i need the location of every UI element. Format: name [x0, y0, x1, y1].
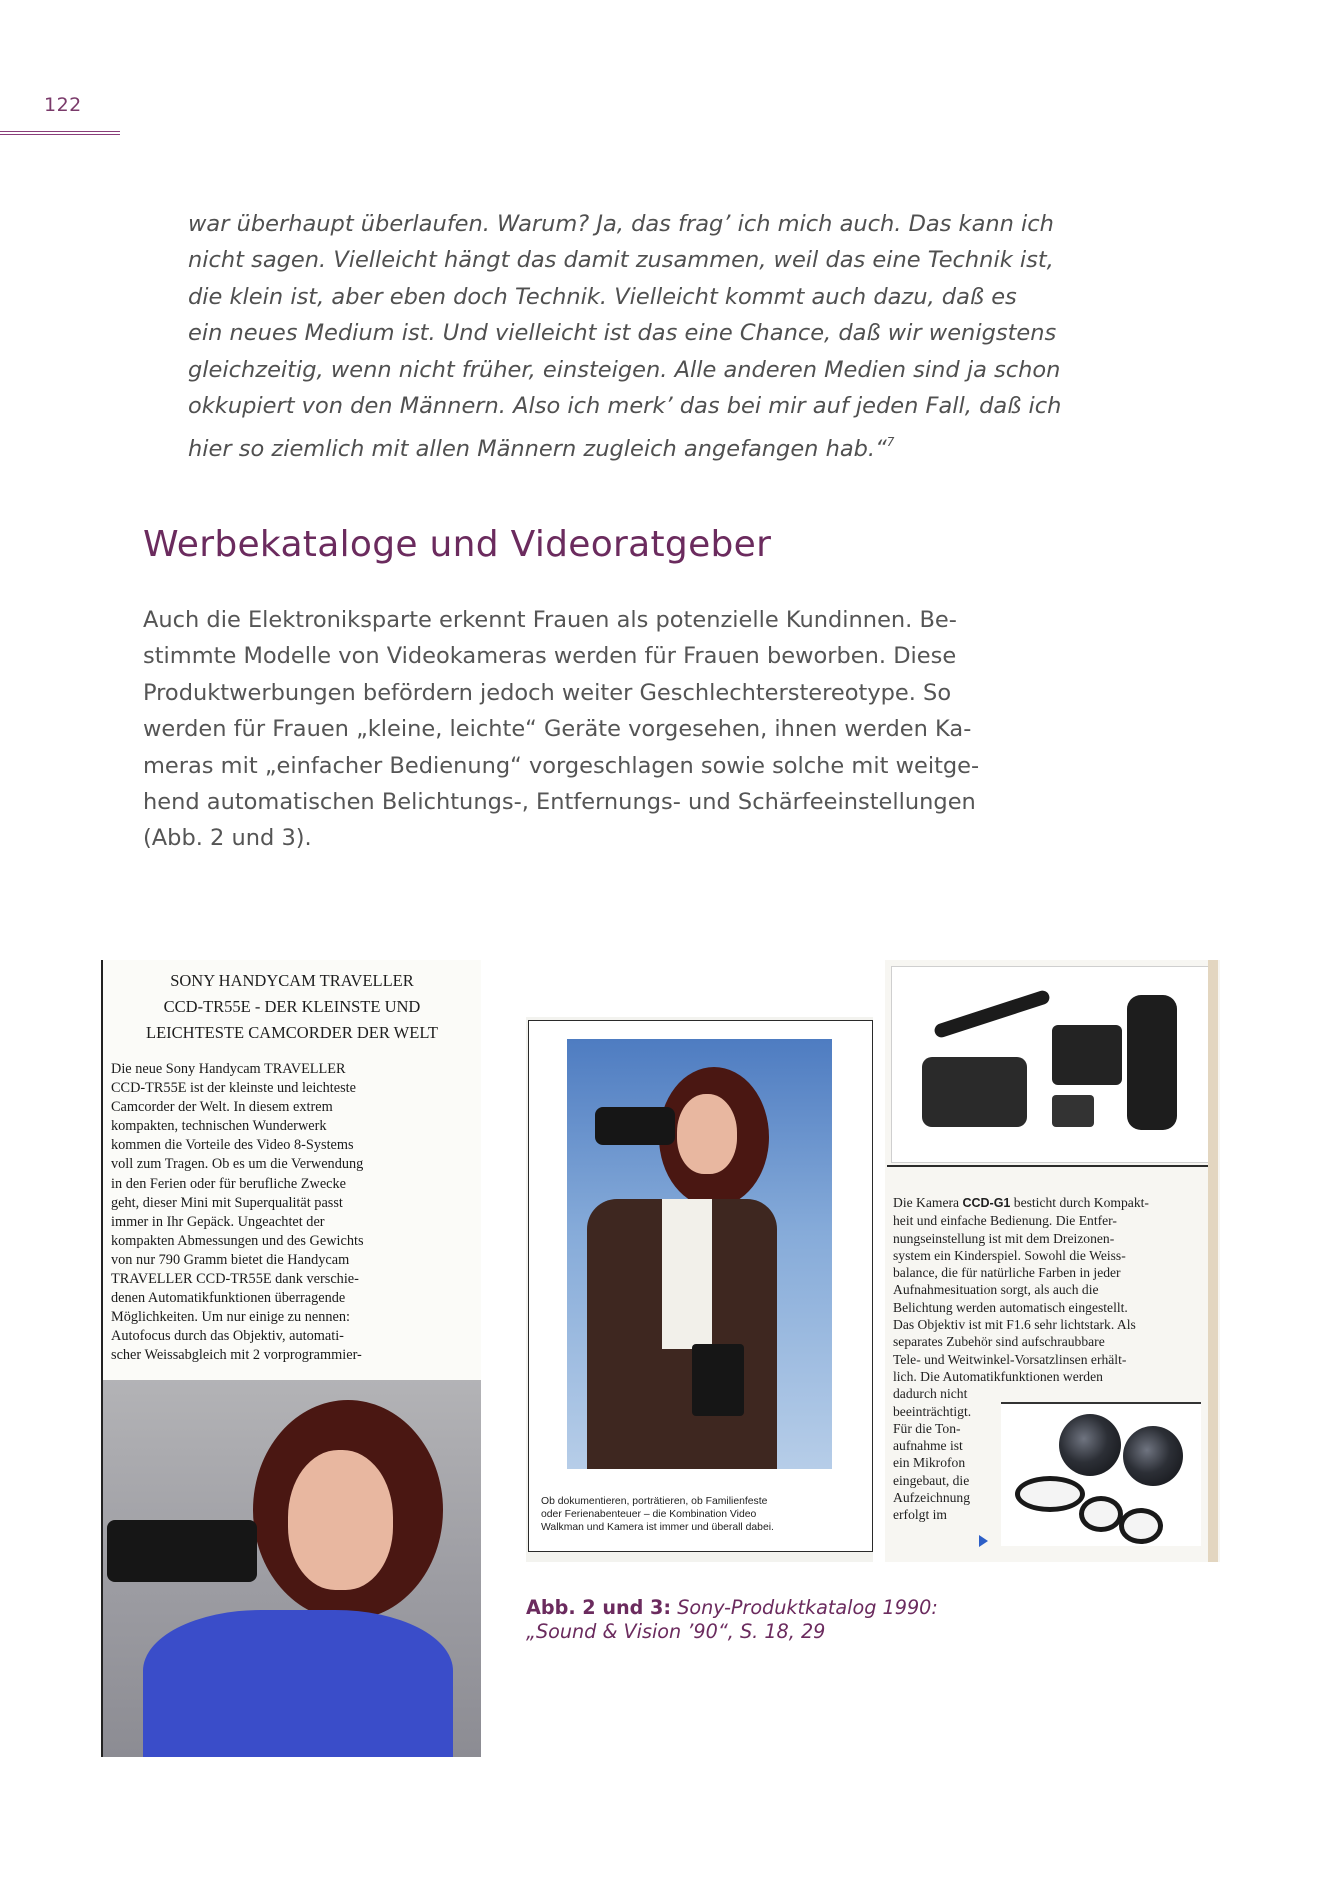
catalog-right-text-line: Das Objektiv ist mit F1.6 sehr lichtstark. Als	[893, 1317, 1136, 1333]
middle-caption-line: Walkman und Kamera ist immer und überall dabei.	[541, 1522, 774, 1533]
wide-lens-icon	[1123, 1426, 1183, 1486]
catalog-right-text-line: ein Mikrofon	[893, 1455, 966, 1471]
figure-caption-line-1	[526, 1596, 1046, 1620]
catalog-left-text-line: kompakten Abmessungen und des Gewichts	[111, 1232, 364, 1249]
tele-lens-icon	[1059, 1414, 1121, 1476]
catalog-right-text-line: aufnahme ist	[893, 1438, 963, 1454]
catalog-right-text-line: balance, die für natürliche Farben in jeder	[893, 1265, 1121, 1281]
catalog-left-title	[115, 968, 469, 1046]
quote-line: nicht sagen. Vielleicht hängt das damit zusammen, weil das eine Technik ist,	[188, 247, 1054, 274]
middle-caption-line: oder Ferienabenteuer – die Kombination Video	[541, 1509, 757, 1520]
middle-caption-line: Ob dokumentieren, porträtieren, ob Familienfeste	[541, 1496, 768, 1507]
catalog-left-text-line: voll zum Tragen. Ob es um die Verwendung	[111, 1156, 364, 1173]
figure-label: Abb. 2 und 3:	[526, 1596, 672, 1619]
figure-caption-line-2: „Sound & Vision ’90“, S. 18, 29	[526, 1620, 826, 1643]
catalog-left-text-line: Autofocus durch das Objektiv, automati-	[111, 1328, 344, 1345]
catalog-scan-left	[101, 960, 481, 1757]
body-line: Produktwerbungen befördern jedoch weiter Geschlechterstereotype. So	[143, 679, 952, 706]
body-line: meras mit „einfacher Bedienung“ vorgeschlagen sowie solche mit weitge-	[143, 752, 980, 779]
video-walkman-icon	[692, 1344, 744, 1416]
catalog-left-text-line: Möglichkeiten. Um nur einige zu nennen:	[111, 1309, 351, 1326]
adapter-ring-icon	[1119, 1508, 1163, 1544]
catalog-left-text-line: scher Weissabgleich mit 2 vorprogrammier-	[111, 1347, 362, 1364]
quote-line: okkupiert von den Männern. Also ich merk’ das bei mir auf jeden Fall, daß ich	[188, 393, 1062, 420]
text-pre: Die Kamera	[893, 1195, 963, 1210]
battery-icon	[1052, 1095, 1094, 1127]
catalog-right-text-line: beeinträchtigt.	[893, 1403, 972, 1419]
continue-arrow-icon	[979, 1535, 988, 1547]
catalog-scan-middle	[526, 1017, 873, 1562]
catalog-right-text-line: eingebaut, die	[893, 1472, 970, 1488]
photo-shirt	[662, 1199, 712, 1349]
catalog-right-text-line: Belichtung werden automatisch eingestellt.	[893, 1299, 1128, 1315]
catalog-left-text-line: CCD-TR55E ist der kleinste und leichteste	[111, 1080, 356, 1097]
photo-frame	[528, 1020, 873, 1552]
catalog-right-text-line: Aufzeichnung	[893, 1490, 971, 1506]
quote-line: ein neues Medium ist. Und vielleicht ist das eine Chance, daß wir wenigstens	[188, 320, 1057, 347]
quote-block	[188, 206, 1068, 468]
body-line: Auch die Elektroniksparte erkennt Frauen als potenzielle Kundinnen. Be-	[143, 607, 957, 633]
scan-page-edge	[1208, 960, 1218, 1562]
camcorder-icon	[595, 1107, 675, 1145]
camcorder-icon	[107, 1520, 257, 1582]
catalog-right-text-line: dadurch nicht	[893, 1386, 968, 1402]
catalog-left-text-line: Camcorder der Welt. In diesem extrem	[111, 1099, 333, 1116]
catalog-right-text-line	[893, 1194, 1213, 1212]
catalog-left-text-line: TRAVELLER CCD-TR55E dank verschie-	[111, 1271, 359, 1288]
camera-case-icon	[922, 1057, 1027, 1127]
body-line: werden für Frauen „kleine, leichte“ Geräte vorgesehen, ihnen werden Ka-	[143, 716, 972, 743]
catalog-left-text-line: kompakten, technischen Wunderwerk	[111, 1118, 327, 1135]
catalog-right-text-line: heit und einfache Bedienung. Die Entfer-	[893, 1213, 1117, 1229]
catalog-left-title-line: SONY HANDYCAM TRAVELLER	[170, 971, 414, 990]
body-line: (Abb. 2 und 3).	[143, 825, 312, 852]
photo-face	[288, 1450, 393, 1590]
body-line: hend automatischen Belichtungs-, Entfernungs- und Schärfeeinstellungen	[143, 789, 976, 816]
quote-line-last	[188, 424, 1068, 467]
photo-woman-filming	[567, 1039, 832, 1469]
footnote-mark[interactable]: 7	[886, 435, 895, 450]
quote-line: war überhaupt überlaufen. Warum? Ja, das frag’ ich mich auch. Das kann ich	[188, 211, 1054, 237]
photo-sweater	[143, 1610, 453, 1757]
lens-hood-icon	[1052, 1025, 1122, 1085]
adapter-ring-icon	[1015, 1476, 1085, 1512]
quote-line: die klein ist, aber eben doch Technik. Vielleicht kommt auch dazu, daß es	[188, 283, 1017, 310]
page-number-rule	[0, 131, 120, 135]
catalog-left-text-line: immer in Ihr Gepäck. Ungeachtet der	[111, 1213, 325, 1230]
page-number: 122	[44, 94, 82, 116]
catalog-right-text-line: Aufnahmesituation sorgt, als auch die	[893, 1282, 1099, 1298]
catalog-left-text-line: Die neue Sony Handycam TRAVELLER	[111, 1061, 346, 1077]
quote-line: gleichzeitig, wenn nicht früher, einsteigen. Alle anderen Medien sind ja schon	[188, 356, 1061, 383]
carry-bag-icon	[1127, 995, 1177, 1130]
body-line: stimmte Modelle von Videokameras werden für Frauen beworben. Diese	[143, 643, 957, 670]
section-heading: Werbekataloge und Videoratgeber	[143, 524, 772, 565]
catalog-right-text-line: Tele- und Weitwinkel-Vorsatzlinsen erhält-	[893, 1351, 1127, 1367]
catalog-right-text-line: nungseinstellung ist mit dem Dreizonen-	[893, 1230, 1115, 1246]
catalog-left-text	[111, 1060, 477, 1366]
section-body	[143, 602, 1043, 857]
section-rule	[887, 1165, 1217, 1167]
catalog-right-text-line: system ein Kinderspiel. Sowohl die Weiss-	[893, 1247, 1126, 1263]
figure-caption	[526, 1596, 1046, 1644]
catalog-left-text-line: von nur 790 Gramm bietet die Handycam	[111, 1251, 350, 1268]
catalog-left-title-line: LEICHTESTE CAMCORDER DER WELT	[146, 1023, 438, 1042]
quote-line-text: hier so ziemlich mit allen Männern zugleich angefangen hab.“	[188, 436, 887, 463]
catalog-scan-right	[885, 960, 1220, 1562]
photo-woman-with-camcorder	[103, 1380, 481, 1757]
model-name: CCD-G1	[962, 1196, 1011, 1210]
catalog-left-text-line: geht, dieser Mini mit Superqualität passt	[111, 1194, 343, 1211]
figure-source: Sony-Produktkatalog 1990:	[677, 1596, 938, 1619]
adapter-ring-icon	[1079, 1496, 1123, 1532]
catalog-left-text-line: denen Automatikfunktionen überragende	[111, 1290, 346, 1307]
text-post: besticht durch Kompakt-	[1010, 1195, 1149, 1210]
catalog-left-text-line: in den Ferien oder für berufliche Zwecke	[111, 1175, 346, 1192]
catalog-left-text-line: kommen die Vorteile des Video 8-Systems	[111, 1137, 354, 1154]
catalog-left-title-line: CCD-TR55E - DER KLEINSTE UND	[163, 997, 421, 1016]
photo-face	[677, 1094, 737, 1174]
catalog-right-text-line: Für die Ton-	[893, 1420, 961, 1436]
catalog-right-text-line: separates Zubehör sind aufschraubbare	[893, 1334, 1105, 1350]
catalog-right-text-line: erfolgt im	[893, 1507, 947, 1523]
photo-lenses	[1001, 1402, 1201, 1546]
catalog-right-text-line: lich. Die Automatikfunktionen werden	[893, 1368, 1103, 1384]
middle-photo-caption	[541, 1495, 861, 1534]
strap-icon	[933, 989, 1051, 1039]
photo-accessories	[891, 966, 1211, 1163]
